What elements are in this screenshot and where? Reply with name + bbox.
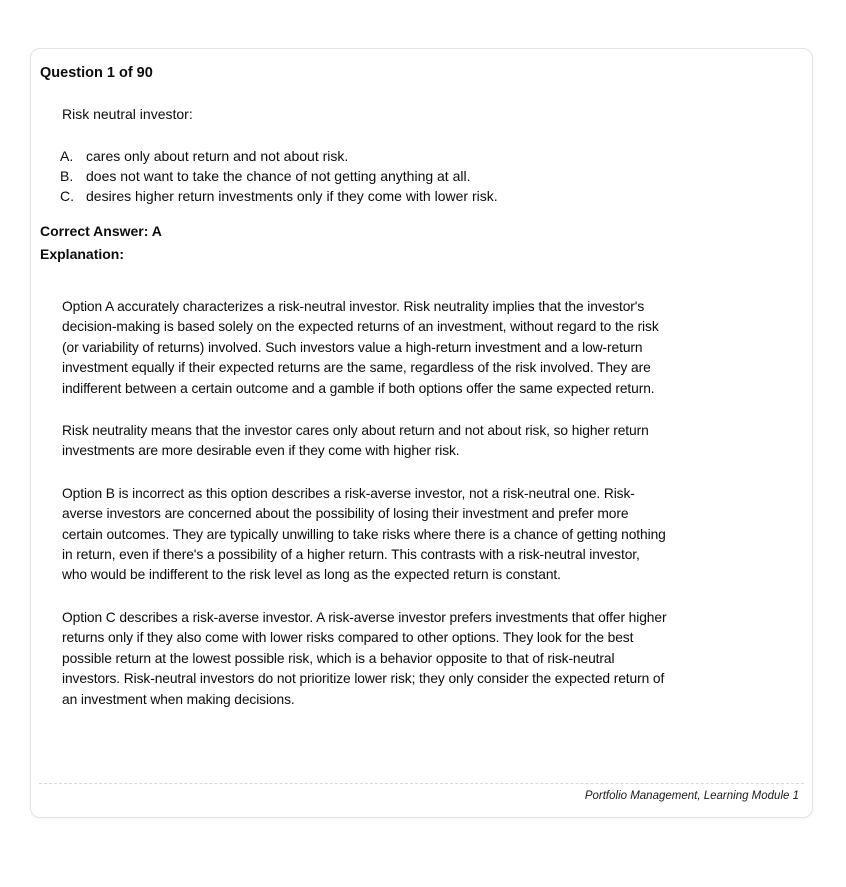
options-list xyxy=(60,146,800,206)
source-reference: Portfolio Management, Learning Module 1 xyxy=(584,790,799,802)
option-a-letter: A. xyxy=(60,148,74,164)
explanation-body xyxy=(62,297,668,710)
card-content xyxy=(31,49,812,710)
footer-divider xyxy=(39,783,804,784)
question-card xyxy=(30,48,813,818)
option-c xyxy=(60,186,800,206)
question-counter: Question 1 of 90 xyxy=(40,65,153,81)
explanation-paragraph-1: Option A accurately characterizes a risk-neutral investor. Risk neutrality implies that the investor's decision-making is based solely on the expected returns of an investment, without regard to the risk (or variability of returns) involved. Such investors value a high-return investment and a low-return investment equally if their expected returns are the same, regardless of the risk involved. They are indifferent between a certain outcome and a gamble if both options offer the same expected return. xyxy=(62,299,659,396)
explanation-label: Explanation: xyxy=(40,246,125,262)
option-a-text: cares only about return and not about risk. xyxy=(86,148,349,164)
option-a xyxy=(60,146,800,166)
option-b xyxy=(60,166,800,186)
explanation-paragraph-2: Risk neutrality means that the investor cares only about return and not about risk, so higher return investments are more desirable even if they come with higher risk. xyxy=(62,423,649,459)
option-b-text: does not want to take the chance of not getting anything at all. xyxy=(86,168,471,184)
explanation-paragraph-4: Option C describes a risk-averse investor. A risk-averse investor prefers investments that offer higher returns only if they also come with lower risks compared to other options. They look for the best possible return at the lowest possible risk, which is a behavior opposite to that of risk-neutral investors. Risk-neutral investors do not prioritize lower risk; they only consider the expected return of an investment when making decisions. xyxy=(62,609,667,707)
correct-answer-label: Correct Answer: A xyxy=(40,223,162,239)
option-c-letter: C. xyxy=(60,188,74,204)
option-c-text: desires higher return investments only if they come with lower risk. xyxy=(86,188,498,204)
question-text: Risk neutral investor: xyxy=(62,106,193,122)
option-b-letter: B. xyxy=(60,168,74,184)
explanation-paragraph-3: Option B is incorrect as this option describes a risk-averse investor, not a risk-neutral one. Risk-averse investors are concerned about the possibility of losing their investment and prefer more certain outcomes. They are typically unwilling to take risks where there is a chance of getting nothing in return, even if there's a possibility of a higher return. This contrasts with a risk-neutral investor, who would be indifferent to the risk level as long as the expected return is constant. xyxy=(62,485,666,583)
